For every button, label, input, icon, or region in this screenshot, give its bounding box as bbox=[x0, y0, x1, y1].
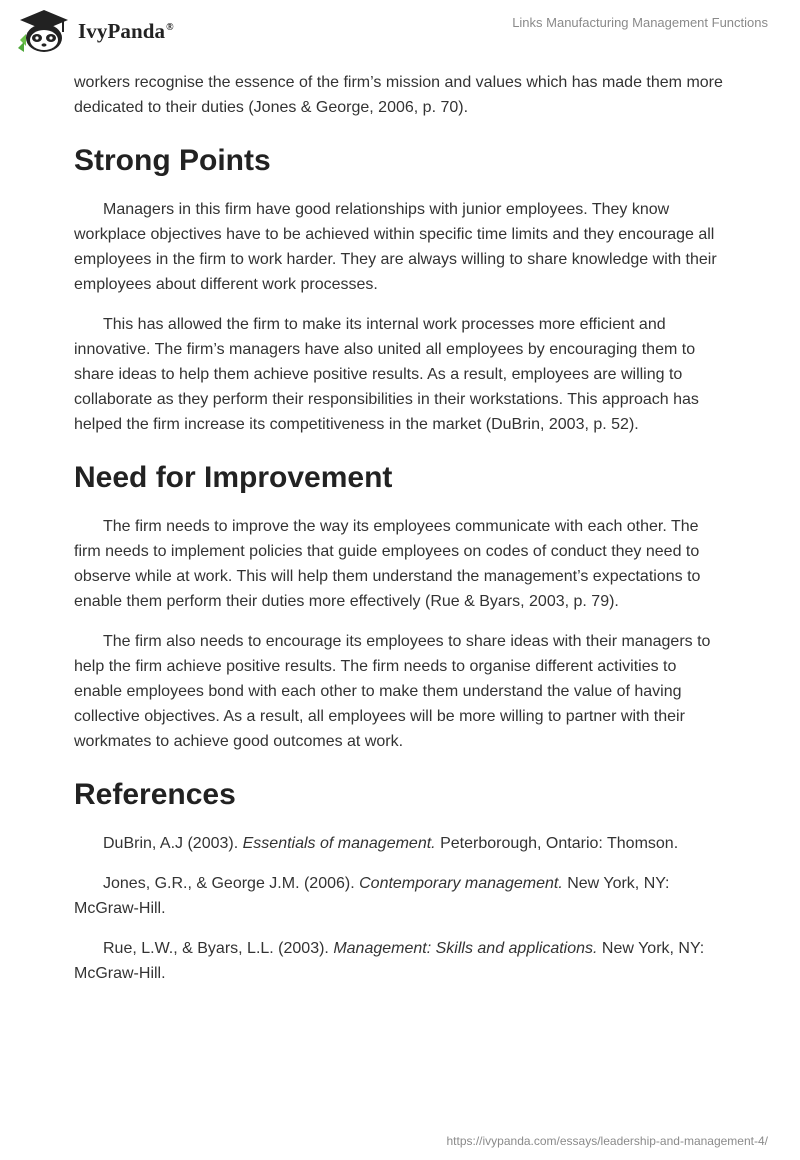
essay-content bbox=[74, 70, 726, 1001]
registered-mark: ® bbox=[166, 21, 174, 33]
reference-item bbox=[74, 871, 726, 921]
brand-name bbox=[78, 19, 174, 44]
intro-paragraph: workers recognise the essence of the firm’s mission and values which has made them more dedicated to their duties (Jones & George, 2006, p. 70). bbox=[74, 74, 723, 116]
section-heading-need-for-improvement: Need for Improvement bbox=[74, 461, 393, 494]
paragraph: The firm needs to improve the way its employees communicate with each other. The firm needs to implement policies that guide employees on codes of conduct they need to observe while at work. This will help them understand the management’s expectations to enable them perform their duties more effectively (Rue & Byars, 2003, p. 79). bbox=[74, 518, 701, 610]
reference-publisher: Peterborough, Ontario: Thomson. bbox=[435, 835, 679, 852]
section-heading-references: References bbox=[74, 778, 236, 811]
paragraph: Managers in this firm have good relationships with junior employees. They know workplace objectives have to be achieved within specific time limits and they encourage all employees in the firm to work harder. They are always willing to share knowledge with their employees about different work processes. bbox=[74, 201, 717, 293]
reference-authors: Jones, G.R., & George J.M. (2006). bbox=[103, 875, 360, 892]
reference-title: Essentials of management. bbox=[242, 835, 436, 852]
reference-publisher: New York, NY: McGraw-Hill. bbox=[74, 875, 670, 917]
reference-title: Management: Skills and applications. bbox=[333, 940, 598, 957]
document-title: Links Manufacturing Management Functions bbox=[512, 15, 768, 30]
reference-publisher: New York, NY: McGraw-Hill. bbox=[74, 940, 705, 982]
reference-title: Contemporary management. bbox=[359, 875, 563, 892]
footer-url[interactable]: https://ivypanda.com/essays/leadership-and-management-4/ bbox=[446, 1134, 768, 1148]
section-heading-strong-points: Strong Points bbox=[74, 144, 271, 177]
reference-authors: Rue, L.W., & Byars, L.L. (2003). bbox=[103, 940, 334, 957]
reference-item bbox=[74, 936, 726, 986]
panda-logo-icon bbox=[14, 8, 70, 54]
reference-item bbox=[74, 831, 726, 856]
paragraph: The firm also needs to encourage its employees to share ideas with their managers to help the firm achieve positive results. The firm needs to organise different activities to enable employees bond with each other to make them understand the value of having collective objectives. As a result, all employees will be more willing to partner with their workmates to achieve good outcomes at work. bbox=[74, 633, 711, 750]
page-header bbox=[0, 0, 800, 64]
brand-name-text: IvyPanda bbox=[78, 18, 166, 43]
reference-authors: DuBrin, A.J (2003). bbox=[103, 835, 243, 852]
paragraph: This has allowed the firm to make its internal work processes more efficient and innovative. The firm’s managers have also united all employees by encouraging them to share ideas to help them achieve positive results. As a result, employees are willing to collaborate as they perform their responsibilities in their workstations. This approach has helped the firm increase its competitiveness in the market (DuBrin, 2003, p. 52). bbox=[74, 316, 699, 433]
ivypanda-logo[interactable] bbox=[14, 8, 174, 54]
